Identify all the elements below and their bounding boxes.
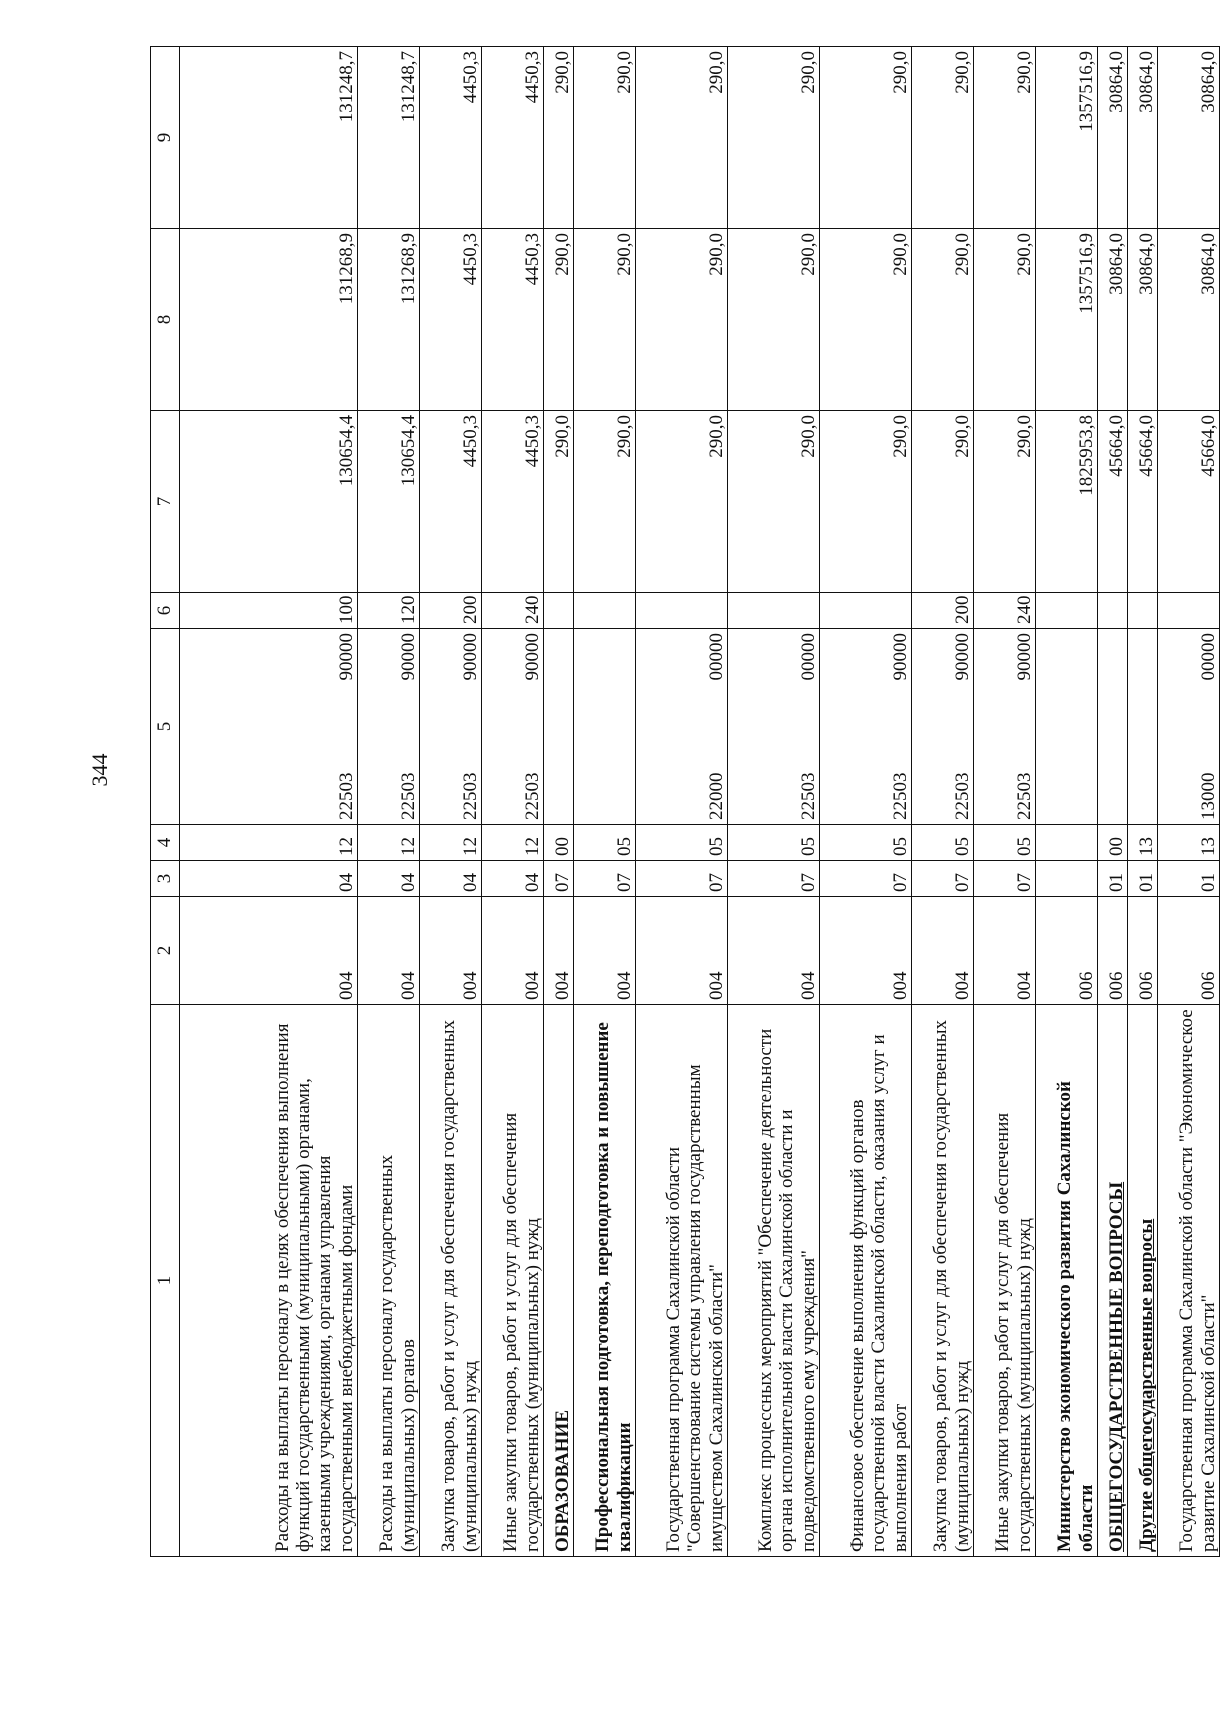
row-code-section: 01 bbox=[1158, 861, 1220, 897]
row-code-section: 07 bbox=[636, 861, 728, 897]
row-code-section: 01 bbox=[1128, 861, 1158, 897]
row-value-year2: 290,0 bbox=[974, 229, 1036, 411]
page-number: 344 bbox=[87, 753, 112, 787]
row-value-year3: 290,0 bbox=[974, 47, 1036, 229]
row-code-admin: 004 bbox=[912, 897, 974, 1005]
table-row bbox=[912, 47, 974, 1557]
row-value-year2: 131268,9 bbox=[358, 229, 420, 411]
row-value-year3: 290,0 bbox=[912, 47, 974, 229]
row-code-section bbox=[1036, 861, 1098, 897]
row-code-subsection: 05 bbox=[820, 825, 912, 861]
row-code-target-direction: 90000 bbox=[521, 633, 543, 681]
row-code-section: 04 bbox=[358, 861, 420, 897]
row-code-target bbox=[1128, 629, 1158, 825]
row-code-admin: 006 bbox=[1128, 897, 1158, 1005]
table-row bbox=[636, 47, 728, 1557]
row-name: Закупка товаров, работ и услуг для обеспечения государственных (муниципальных) нужд bbox=[420, 1005, 482, 1557]
row-code-target-program: 22503 bbox=[335, 772, 357, 820]
row-code-subsection: 12 bbox=[482, 825, 544, 861]
row-value-year3: 290,0 bbox=[574, 47, 636, 229]
row-value-year3: 30864,0 bbox=[1098, 47, 1128, 229]
row-value-year2: 1357516,9 bbox=[1036, 229, 1098, 411]
row-value-year1: 45664,0 bbox=[1158, 411, 1220, 593]
row-value-year2: 290,0 bbox=[636, 229, 728, 411]
row-code-section: 07 bbox=[574, 861, 636, 897]
row-code-section: 07 bbox=[820, 861, 912, 897]
header-col-8: 8 bbox=[151, 229, 180, 411]
row-value-year2: 30864,0 bbox=[1098, 229, 1128, 411]
row-code-type: 100 bbox=[180, 593, 358, 629]
row-value-year2: 290,0 bbox=[820, 229, 912, 411]
header-col-1: 1 bbox=[151, 1005, 180, 1557]
row-code-subsection: 13 bbox=[1158, 825, 1220, 861]
row-value-year1: 130654,4 bbox=[358, 411, 420, 593]
row-value-year2: 290,0 bbox=[574, 229, 636, 411]
row-code-target-program: 22503 bbox=[1013, 772, 1035, 820]
row-code-admin: 004 bbox=[180, 897, 358, 1005]
row-code-admin: 004 bbox=[574, 897, 636, 1005]
row-code-admin: 004 bbox=[482, 897, 544, 1005]
row-code-target bbox=[1158, 629, 1220, 825]
row-value-year1: 290,0 bbox=[574, 411, 636, 593]
row-code-target-direction: 90000 bbox=[397, 633, 419, 681]
row-code-target-direction: 90000 bbox=[459, 633, 481, 681]
row-code-admin: 004 bbox=[544, 897, 574, 1005]
row-code-type: 240 bbox=[974, 593, 1036, 629]
row-code-type bbox=[820, 593, 912, 629]
row-code-type bbox=[1036, 593, 1098, 629]
row-value-year1: 45664,0 bbox=[1098, 411, 1128, 593]
row-code-subsection: 05 bbox=[574, 825, 636, 861]
row-value-year2: 131268,9 bbox=[180, 229, 358, 411]
row-value-year3: 30864,0 bbox=[1158, 47, 1220, 229]
row-code-target-direction: 00000 bbox=[705, 633, 727, 681]
row-value-year1: 130654,4 bbox=[180, 411, 358, 593]
row-code-type bbox=[544, 593, 574, 629]
row-code-target-direction: 90000 bbox=[951, 633, 973, 681]
row-name: Иные закупки товаров, работ и услуг для обеспечения государственных (муниципальных) нужд bbox=[482, 1005, 544, 1557]
row-code-type: 120 bbox=[358, 593, 420, 629]
row-name: Закупка товаров, работ и услуг для обеспечения государственных (муниципальных) нужд bbox=[912, 1005, 974, 1557]
row-code-subsection: 05 bbox=[636, 825, 728, 861]
header-col-2: 2 bbox=[151, 897, 180, 1005]
row-value-year3: 131248,7 bbox=[180, 47, 358, 229]
budget-table bbox=[150, 46, 1220, 1557]
row-code-section: 04 bbox=[420, 861, 482, 897]
row-code-type: 200 bbox=[912, 593, 974, 629]
row-code-subsection: 00 bbox=[1098, 825, 1128, 861]
table-row bbox=[1036, 47, 1098, 1557]
row-code-admin: 004 bbox=[820, 897, 912, 1005]
row-value-year2: 290,0 bbox=[544, 229, 574, 411]
row-code-target-program: 22503 bbox=[521, 772, 543, 820]
row-code-target bbox=[912, 629, 974, 825]
row-value-year2: 4450,3 bbox=[420, 229, 482, 411]
row-code-subsection: 05 bbox=[974, 825, 1036, 861]
row-code-target bbox=[574, 629, 636, 825]
row-code-target bbox=[820, 629, 912, 825]
row-name: Финансовое обеспечение выполнения функций органов государственной власти Сахалинской области, оказания услуг и выполнения работ bbox=[820, 1005, 912, 1557]
table-row bbox=[420, 47, 482, 1557]
row-code-admin: 006 bbox=[1158, 897, 1220, 1005]
row-code-subsection bbox=[1036, 825, 1098, 861]
row-value-year3: 1357516,9 bbox=[1036, 47, 1098, 229]
row-code-target bbox=[1098, 629, 1128, 825]
row-code-target-program: 22503 bbox=[951, 772, 973, 820]
row-code-target bbox=[420, 629, 482, 825]
row-code-section: 07 bbox=[544, 861, 574, 897]
row-code-admin: 004 bbox=[974, 897, 1036, 1005]
row-value-year1: 4450,3 bbox=[482, 411, 544, 593]
row-value-year1: 290,0 bbox=[636, 411, 728, 593]
row-code-target bbox=[728, 629, 820, 825]
header-col-9: 9 bbox=[151, 47, 180, 229]
row-value-year3: 290,0 bbox=[636, 47, 728, 229]
row-value-year2: 30864,0 bbox=[1128, 229, 1158, 411]
row-code-subsection: 00 bbox=[544, 825, 574, 861]
row-value-year1: 290,0 bbox=[820, 411, 912, 593]
row-code-subsection: 12 bbox=[358, 825, 420, 861]
header-row bbox=[151, 47, 180, 1557]
header-col-3: 3 bbox=[151, 861, 180, 897]
row-code-target-program: 13000 bbox=[1197, 772, 1219, 820]
row-code-section: 07 bbox=[728, 861, 820, 897]
row-code-type: 200 bbox=[420, 593, 482, 629]
table-row bbox=[482, 47, 544, 1557]
table-row bbox=[1158, 47, 1220, 1557]
header-col-5: 5 bbox=[151, 629, 180, 825]
row-value-year2: 290,0 bbox=[912, 229, 974, 411]
row-value-year1: 290,0 bbox=[974, 411, 1036, 593]
row-code-target bbox=[1036, 629, 1098, 825]
row-code-section: 01 bbox=[1098, 861, 1128, 897]
row-code-subsection: 12 bbox=[420, 825, 482, 861]
row-name: Комплекс процессных мероприятий "Обеспечение деятельности органа исполнительной власти Сахалинской области и подведомственного ему учреждения" bbox=[728, 1005, 820, 1557]
table-row bbox=[1128, 47, 1158, 1557]
row-name: Другие общегосударственные вопросы bbox=[1128, 1005, 1158, 1557]
row-code-target-direction: 00000 bbox=[1197, 633, 1219, 681]
row-code-admin: 004 bbox=[420, 897, 482, 1005]
table-row bbox=[728, 47, 820, 1557]
row-code-admin: 006 bbox=[1036, 897, 1098, 1005]
header-col-6: 6 bbox=[151, 593, 180, 629]
row-name: Государственная программа Сахалинской области "Совершенствование системы управления государственным имуществом Сахалинской области" bbox=[636, 1005, 728, 1557]
table-row bbox=[574, 47, 636, 1557]
row-code-target-direction: 00000 bbox=[797, 633, 819, 681]
row-value-year1: 290,0 bbox=[544, 411, 574, 593]
table-row bbox=[974, 47, 1036, 1557]
row-value-year2: 30864,0 bbox=[1158, 229, 1220, 411]
row-code-target bbox=[180, 629, 358, 825]
row-code-section: 07 bbox=[974, 861, 1036, 897]
row-name: Профессиональная подготовка, переподготовка и повышение квалификации bbox=[574, 1005, 636, 1557]
row-name: Расходы на выплаты персоналу государственных (муниципальных) органов bbox=[358, 1005, 420, 1557]
row-code-section: 04 bbox=[482, 861, 544, 897]
budget-table-rotated bbox=[150, 47, 1219, 1557]
row-value-year1: 290,0 bbox=[912, 411, 974, 593]
row-code-type bbox=[1158, 593, 1220, 629]
row-code-admin: 004 bbox=[728, 897, 820, 1005]
header-col-7: 7 bbox=[151, 411, 180, 593]
table-row bbox=[1098, 47, 1128, 1557]
row-code-type bbox=[728, 593, 820, 629]
row-name: Министерство экономического развития Сахалинской области bbox=[1036, 1005, 1098, 1557]
row-value-year2: 4450,3 bbox=[482, 229, 544, 411]
row-code-type bbox=[636, 593, 728, 629]
row-code-target bbox=[482, 629, 544, 825]
table-row bbox=[820, 47, 912, 1557]
row-value-year3: 4450,3 bbox=[420, 47, 482, 229]
row-code-admin: 006 bbox=[1098, 897, 1128, 1005]
row-code-type: 240 bbox=[482, 593, 544, 629]
row-code-target-program: 22503 bbox=[397, 772, 419, 820]
row-code-target bbox=[358, 629, 420, 825]
row-value-year2: 290,0 bbox=[728, 229, 820, 411]
row-value-year1: 4450,3 bbox=[420, 411, 482, 593]
row-name: ОБРАЗОВАНИЕ bbox=[544, 1005, 574, 1557]
row-code-subsection: 05 bbox=[912, 825, 974, 861]
row-code-section: 07 bbox=[912, 861, 974, 897]
row-code-target-program: 22503 bbox=[889, 772, 911, 820]
row-code-target bbox=[974, 629, 1036, 825]
row-value-year3: 4450,3 bbox=[482, 47, 544, 229]
row-value-year1: 290,0 bbox=[728, 411, 820, 593]
row-code-subsection: 05 bbox=[728, 825, 820, 861]
table-body bbox=[180, 47, 1220, 1557]
row-code-target-program: 22000 bbox=[705, 772, 727, 820]
row-value-year1: 1825953,8 bbox=[1036, 411, 1098, 593]
row-code-type bbox=[574, 593, 636, 629]
row-code-target-direction: 90000 bbox=[1013, 633, 1035, 681]
row-value-year3: 30864,0 bbox=[1128, 47, 1158, 229]
row-code-admin: 004 bbox=[358, 897, 420, 1005]
table-row bbox=[544, 47, 574, 1557]
row-value-year3: 290,0 bbox=[544, 47, 574, 229]
row-code-admin: 004 bbox=[636, 897, 728, 1005]
header-col-4: 4 bbox=[151, 825, 180, 861]
row-name: ОБЩЕГОСУДАРСТВЕННЫЕ ВОПРОСЫ bbox=[1098, 1005, 1128, 1557]
row-code-target bbox=[544, 629, 574, 825]
row-code-section: 04 bbox=[180, 861, 358, 897]
row-name: Иные закупки товаров, работ и услуг для обеспечения государственных (муниципальных) нужд bbox=[974, 1005, 1036, 1557]
row-code-target-program: 22503 bbox=[459, 772, 481, 820]
row-code-type bbox=[1098, 593, 1128, 629]
row-code-target-direction: 90000 bbox=[889, 633, 911, 681]
row-code-subsection: 12 bbox=[180, 825, 358, 861]
row-code-subsection: 13 bbox=[1128, 825, 1158, 861]
table-row bbox=[180, 47, 358, 1557]
table-row bbox=[358, 47, 420, 1557]
row-name: Расходы на выплаты персоналу в целях обеспечения выполнения функций государственными (муниципальными) органами, казенными учреждениями, органами управления государственными внебюджетными фондами bbox=[180, 1005, 358, 1557]
row-code-target-program: 22503 bbox=[797, 772, 819, 820]
row-value-year3: 290,0 bbox=[820, 47, 912, 229]
row-value-year3: 290,0 bbox=[728, 47, 820, 229]
row-value-year1: 45664,0 bbox=[1128, 411, 1158, 593]
row-code-type bbox=[1128, 593, 1158, 629]
row-code-target bbox=[636, 629, 728, 825]
row-name: Государственная программа Сахалинской области "Экономическое развитие Сахалинской области" bbox=[1158, 1005, 1220, 1557]
row-value-year3: 131248,7 bbox=[358, 47, 420, 229]
row-code-target-direction: 90000 bbox=[335, 633, 357, 681]
